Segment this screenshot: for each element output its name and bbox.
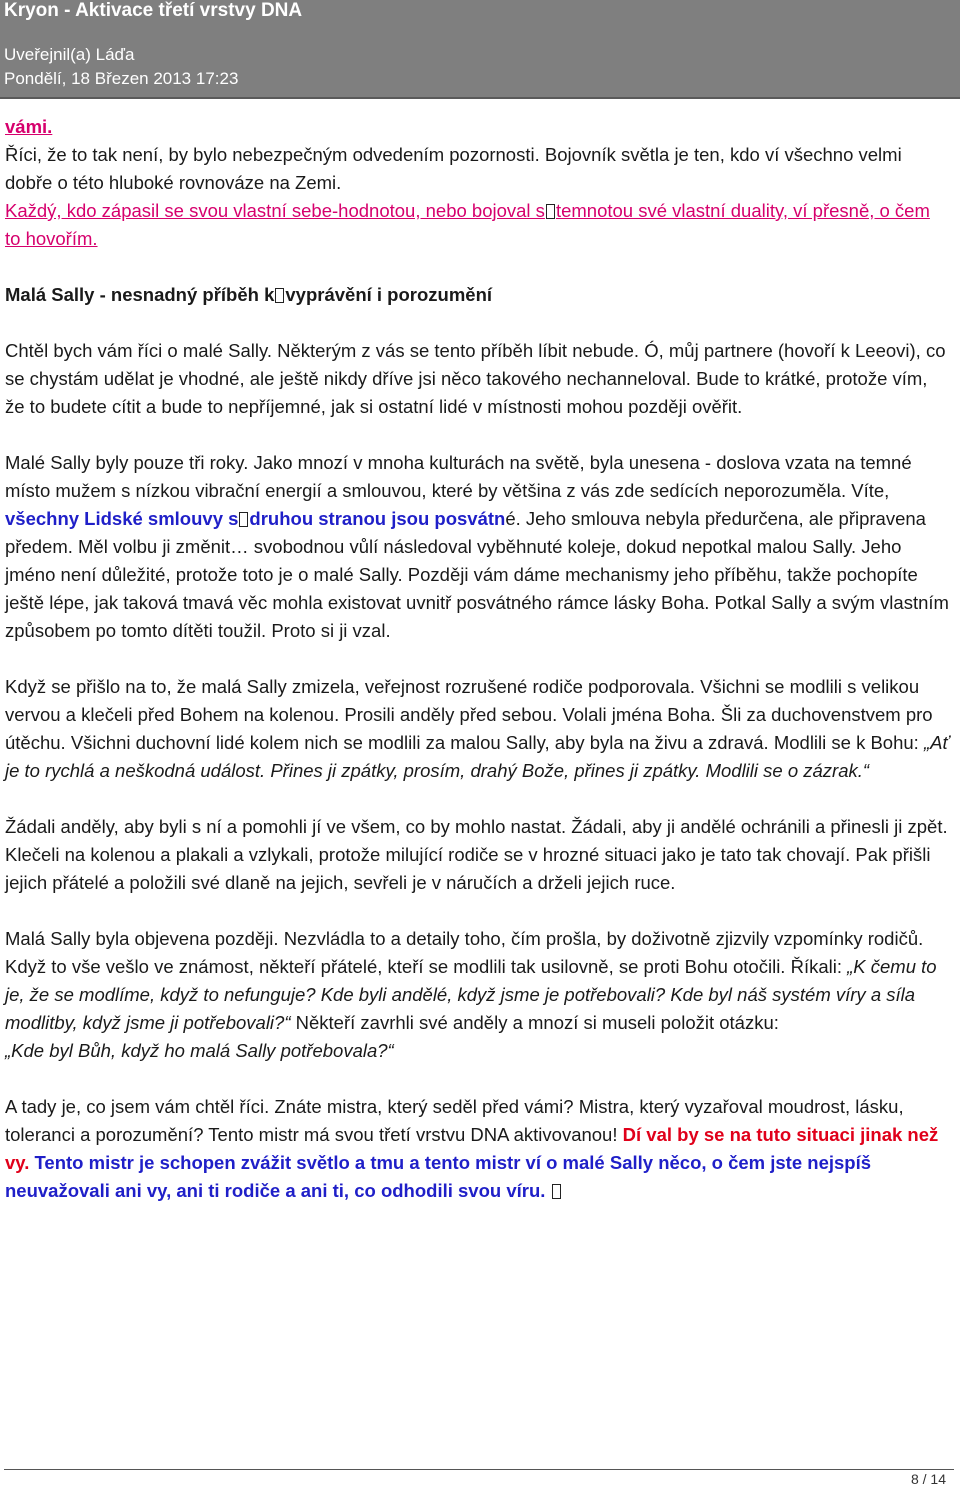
paragraph-5: Žádali anděly, aby byli s ní a pomohli jí ve všem, co by mohlo nastat. Žádali, aby ji andělé ochránili a přinesli ji zpět. Klečeli na kolenou a plakali a vzlykali, protože milující rodiče se v hrozné situaci jako je tato tak chovají. Pak přišli jejich přátelé a položili své dlaně na jejich, sevřeli je v náručích a drželi jejich ruce. xyxy=(5,816,948,893)
paragraph-3 xyxy=(5,449,950,645)
missing-glyph-icon xyxy=(552,1184,561,1199)
spacer xyxy=(5,897,950,925)
p3-text-b: é. Jeho smlouva nebyla předurčena, ale připravena předem. Měl volbu ji změnit… svobodnou vůlí následoval vyběhnuté koleje, dokud nepotkal malou Sally. Jeho jméno není důležité, protože toto je o malé Sally. Později vám dáme mechanismy jeho příběhu, takže pochopíte ještě lépe, jak taková tmavá věc mohla existovat uvnitř posvátného rámce lásky Boha. Potkal Sally a svým vlastním způsobem po tomto dítěti toužil. Proto si ji vzal. xyxy=(5,508,949,641)
spacer xyxy=(5,785,950,813)
heading-part1: Malá Sally - nesnadný příběh k xyxy=(5,284,275,305)
duality-link-part2: temnotou své vlastní duality, ví přesně, o čem to hovořím. xyxy=(5,200,930,249)
duality-link-part1: Každý, kdo zápasil se svou vlastní sebe-hodnotou, nebo bojoval s xyxy=(5,200,545,221)
heading-part2: vyprávění i porozumění xyxy=(285,284,493,305)
section-heading xyxy=(5,281,950,309)
p6-quote-2: „Kde byl Bůh, když ho malá Sally potřebovala?“ xyxy=(5,1040,394,1061)
article-body xyxy=(5,113,950,1205)
footer-divider xyxy=(4,1469,954,1470)
page-header xyxy=(0,0,960,99)
p6-text-a: Malá Sally byla objevena později. Nezvládla to a detaily toho, čím prošla, by doživotně zjizvily vzpomínky rodičů. Když to vše vešlo ve známost, někteří přátelé, kteří se modlili tak usilovně, se proti Bohu otočili. Říkali: xyxy=(5,928,924,977)
missing-glyph-icon xyxy=(239,512,248,527)
paragraph-6 xyxy=(5,925,950,1065)
paragraph-4 xyxy=(5,673,950,785)
paragraph-7 xyxy=(5,1093,950,1205)
p7-blue-text: Tento mistr je schopen zvážit světlo a tmu a tento mistr ví o malé Sally něco, o čem jste nejspíš neuvažovali ani vy, ani ti rodiče a ani ti, co odhodili svou víru. xyxy=(5,1152,872,1201)
spacer xyxy=(5,1065,950,1093)
p3-blue-b: druhou stranou jsou posvátn xyxy=(249,508,506,529)
p6-text-b: Někteří zavrhli své anděly a mnozí si museli položit otázku: xyxy=(290,1012,779,1033)
duality-link[interactable] xyxy=(5,200,930,249)
missing-glyph-icon xyxy=(275,288,284,303)
page-number: 8 / 14 xyxy=(910,1471,946,1487)
p6-quote: „K čemu to je, že se modlíme, když to nefunguje? Kde byli andělé, když jsme je potřebovali? Kde byl náš systém víry a síla modlitby, když jsme ji potřebovali?“ xyxy=(5,956,937,1033)
intro-text: Říci, že to tak není, by bylo nebezpečným odvedením pozornosti. Bojovník světla je ten, kdo ví všechno velmi dobře o této hluboké rovnováze na Zemi. xyxy=(5,144,902,193)
article-title: Kryon - Aktivace třetí vrstvy DNA xyxy=(4,0,303,21)
p7-text: A tady je, co jsem vám chtěl říci. Znáte mistra, který seděl před vámi? Mistra, který vyzařoval moudrost, lásku, toleranci a porozumění? Tento mistr má svou třetí vrstvu DNA aktivovanou! xyxy=(5,1096,904,1145)
spacer xyxy=(5,645,950,673)
p3-blue-a: všechny Lidské smlouvy s xyxy=(5,508,239,529)
article-author: Uveřejnil(a) Láďa xyxy=(4,45,135,64)
paragraph-2: Chtěl bych vám říci o malé Sally. Některým z vás se tento příběh líbit nebude. Ó, můj partnere (hovoří k Leeovi), co se chystám udělat je vhodné, ale ještě nikdy dříve jsi něco takového nechanneloval. Bude to krátké, protože vím, že to budete cítit a bude to nepříjemné, jak si ostatní lidé v místnosti mohou později ověřit. xyxy=(5,340,946,417)
p4-quote: „Ať je to rychlá a neškodná událost. Přines ji zpátky, prosím, drahý Bože, přines ji zpátky. Modlili se o zázrak.“ xyxy=(5,732,950,781)
p4-text: Když se přišlo na to, že malá Sally zmizela, veřejnost rozrušené rodiče podporovala. Všichni se modlili s velikou vervou a klečeli před Bohem na kolenou. Prosili anděly před sebou. Volali jména Boha. Šli za duchovenstvem pro útěchu. Všichni duchovní lidé kolem nich se modlili za malou Sally, aby byla na živu a zdravá. Modlili se k Bohu: xyxy=(5,676,933,753)
spacer xyxy=(5,309,950,337)
spacer xyxy=(5,253,950,281)
missing-glyph-icon xyxy=(546,204,555,219)
paragraph-intro xyxy=(5,113,950,253)
article-date: Pondělí, 18 Březen 2013 17:23 xyxy=(4,69,239,88)
p3-text-a: Malé Sally byly pouze tři roky. Jako mnozí v mnoha kulturách na světě, byla unesena - doslova vzata na temné místo mužem s nízkou vibrační energií a smlouvou, které by většina z vás zde sedících neporozuměla. Víte, xyxy=(5,452,912,501)
p7-red-text: Dí val by se na tuto situaci jinak než vy. xyxy=(5,1124,939,1173)
spacer xyxy=(5,421,950,449)
intro-link-fragment[interactable]: vámi. xyxy=(5,116,53,137)
